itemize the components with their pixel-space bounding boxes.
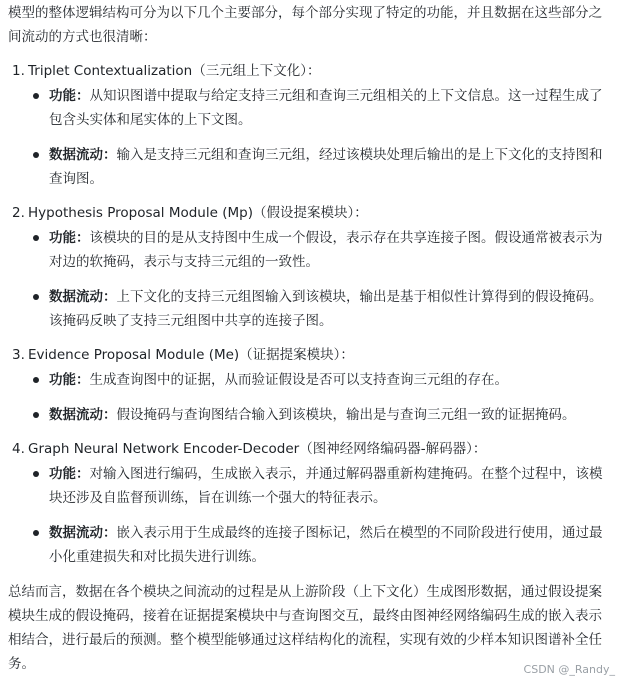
section-item	[8, 344, 613, 427]
section-title-text: Graph Neural Network Encoder-Decoder（图神经网络编码器-解码器）：	[28, 441, 487, 457]
point-item	[8, 226, 613, 274]
point-text: 嵌入表示用于生成最终的连接子图标记，然后在模型的不同阶段进行使用，通过最小化重建损失和对比损失进行训练。	[49, 525, 603, 565]
point-item	[8, 143, 613, 191]
point-text: 从知识图谱中提取与给定支持三元组和查询三元组相关的上下文信息。这一过程生成了包含头实体和尾实体的上下文图。	[49, 88, 603, 128]
point-list	[8, 462, 613, 569]
intro-paragraph: 模型的整体逻辑结构可分为以下几个主要部分，每个部分实现了特定的功能，并且数据在这些部分之间流动的方式也很清晰：	[8, 5, 602, 45]
point-label: 数据流动：	[49, 407, 117, 423]
bullet-dot	[33, 93, 39, 99]
point-label: 功能：	[49, 466, 90, 482]
point-item	[8, 521, 613, 569]
section-title	[8, 344, 613, 366]
section-title-text: Triplet Contextualization（三元组上下文化）：	[28, 63, 321, 79]
section-number: 4.	[12, 441, 25, 457]
bullet-dot	[33, 412, 39, 418]
point-label: 功能：	[49, 88, 90, 104]
point-item	[8, 84, 613, 132]
bullet-dot	[33, 530, 39, 536]
section-number: 1.	[12, 63, 25, 79]
point-text: 输入是支持三元组和查询三元组，经过该模块处理后输出的是上下文化的支持图和查询图。	[49, 147, 603, 187]
bullet-dot	[33, 235, 39, 241]
point-label: 功能：	[49, 372, 90, 388]
section-title-text: Evidence Proposal Module (Me)（证据提案模块）：	[28, 347, 354, 363]
point-text: 生成查询图中的证据，从而验证假设是否可以支持查询三元组的存在。	[89, 372, 508, 388]
point-item	[8, 462, 613, 510]
point-label: 功能：	[49, 230, 90, 246]
section-item	[8, 438, 613, 569]
point-item	[8, 368, 613, 392]
point-list	[8, 368, 613, 427]
point-list	[8, 84, 613, 191]
section-title-text: Hypothesis Proposal Module (Mp)（假设提案模块）：	[28, 205, 368, 221]
article-body	[8, 0, 613, 676]
summary-paragraph: 总结而言，数据在各个模块之间流动的过程是从上游阶段（上下文化）生成图形数据，通过假设提案模块生成的假设掩码，接着在证据提案模块中与查询图交互，最终由图神经网络编码生成的嵌入表示相结合，进行最后的预测。整个模型能够通过这样结构化的流程，实现有效的少样本知识图谱补全任务。	[8, 584, 602, 672]
bullet-dot	[33, 471, 39, 477]
csdn-watermark: CSDN @_Randy_	[523, 663, 615, 676]
point-text: 该模块的目的是从支持图中生成一个假设，表示存在共享连接子图。假设通常被表示为对边的软掩码，表示与支持三元组的一致性。	[49, 230, 603, 270]
section-title	[8, 202, 613, 224]
point-item	[8, 403, 613, 427]
section-title	[8, 438, 613, 460]
section-item	[8, 60, 613, 191]
point-list	[8, 226, 613, 333]
point-item	[8, 285, 613, 333]
section-title	[8, 60, 613, 82]
bullet-dot	[33, 377, 39, 383]
section-number: 2.	[12, 205, 25, 221]
point-text: 假设掩码与查询图结合输入到该模块，输出是与查询三元组一致的证据掩码。	[116, 407, 576, 423]
section-item	[8, 202, 613, 333]
section-list	[8, 60, 613, 569]
bullet-dot	[33, 294, 39, 300]
section-number: 3.	[12, 347, 25, 363]
point-text: 对输入图进行编码，生成嵌入表示，并通过解码器重新构建掩码。在整个过程中，该模块还涉及自监督预训练，旨在训练一个强大的特征表示。	[49, 466, 603, 506]
point-text: 上下文化的支持三元组图输入到该模块，输出是基于相似性计算得到的假设掩码。该掩码反映了支持三元组图中共享的连接子图。	[49, 289, 603, 329]
point-label: 数据流动：	[49, 525, 117, 541]
point-label: 数据流动：	[49, 289, 117, 305]
point-label: 数据流动：	[49, 147, 117, 163]
bullet-dot	[33, 152, 39, 158]
